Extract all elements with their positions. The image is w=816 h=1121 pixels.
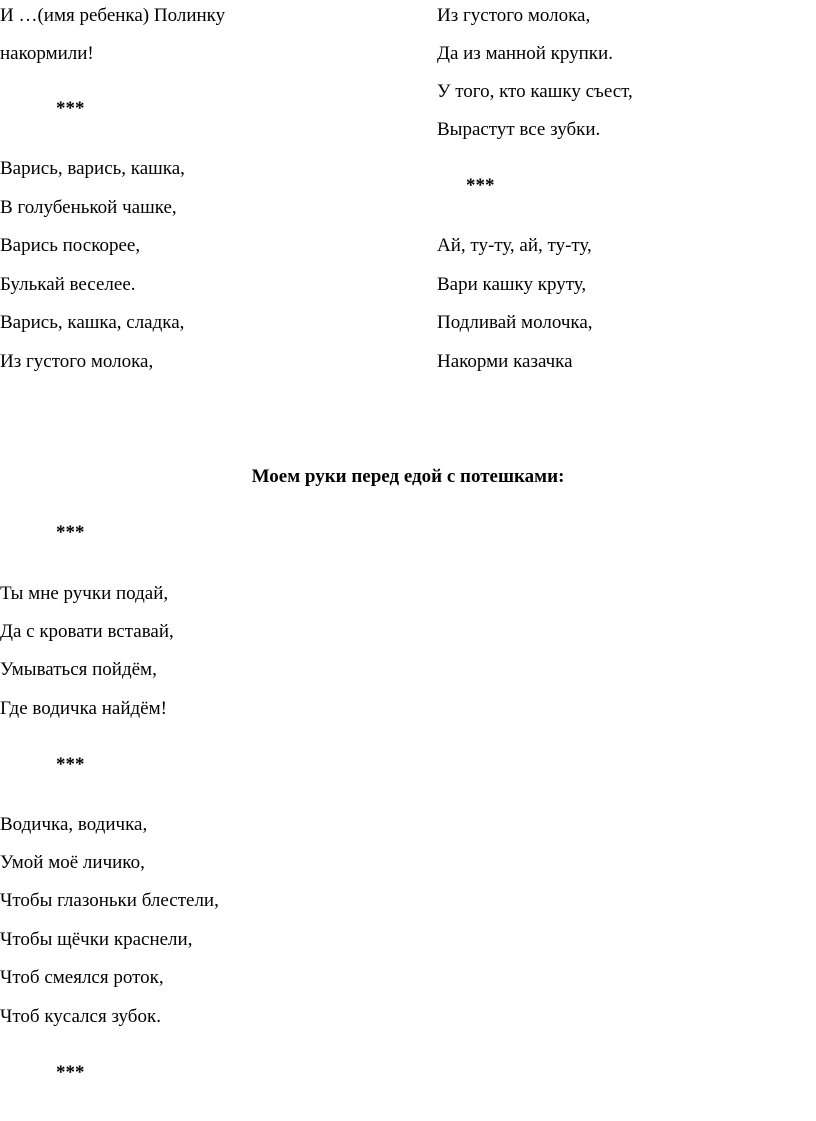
verse-line: Да из манной крупки. (437, 43, 613, 64)
stars-divider: *** (466, 175, 495, 196)
verse-line: У того, кто кашку съест, (437, 81, 633, 102)
verse-line: Да с кровати вставай, (0, 621, 174, 642)
verse-line: Чтобы щёчки краснели, (0, 929, 193, 950)
verse-line: Вырастут все зубки. (437, 119, 601, 140)
verse-line: Из густого молока, (0, 351, 154, 372)
stars-divider: *** (56, 522, 85, 543)
verse-line: Умой моё личико, (0, 852, 145, 873)
verse-line: Накорми казачка (437, 351, 573, 372)
verse-line: Булькай веселее. (0, 274, 136, 295)
verse-line: Варись, кашка, сладка, (0, 312, 185, 333)
verse-line: Где водичка найдём! (0, 698, 167, 719)
intro-line-1: И …(имя ребенка) Полинку (0, 5, 226, 26)
verse-line: Ай, ту-ту, ай, ту-ту, (437, 235, 592, 256)
verse-line: Чтоб смеялся роток, (0, 967, 164, 988)
stars-divider: *** (56, 754, 85, 775)
verse-line: Подливай молочка, (437, 312, 593, 333)
stars-divider: *** (56, 98, 85, 119)
verse-line: Из густого молока, (437, 5, 591, 26)
section-heading: Моем руки перед едой с потешками: (251, 466, 565, 487)
verse-line: Чтоб кусался зубок. (0, 1006, 161, 1027)
intro-line-2: накормили! (0, 43, 94, 64)
verse-line: Умываться пойдём, (0, 659, 157, 680)
stars-divider: *** (56, 1062, 85, 1083)
verse-line: Ты мне ручки подай, (0, 583, 169, 604)
verse-line: Варись поскорее, (0, 235, 141, 256)
verse-line: Вари кашку круту, (437, 274, 587, 295)
verse-line: Чтобы глазоньки блестели, (0, 890, 219, 911)
verse-line: Варись, варись, кашка, (0, 158, 185, 179)
verse-line: В голубенькой чашке, (0, 197, 177, 218)
verse-line: Водичка, водичка, (0, 814, 148, 835)
